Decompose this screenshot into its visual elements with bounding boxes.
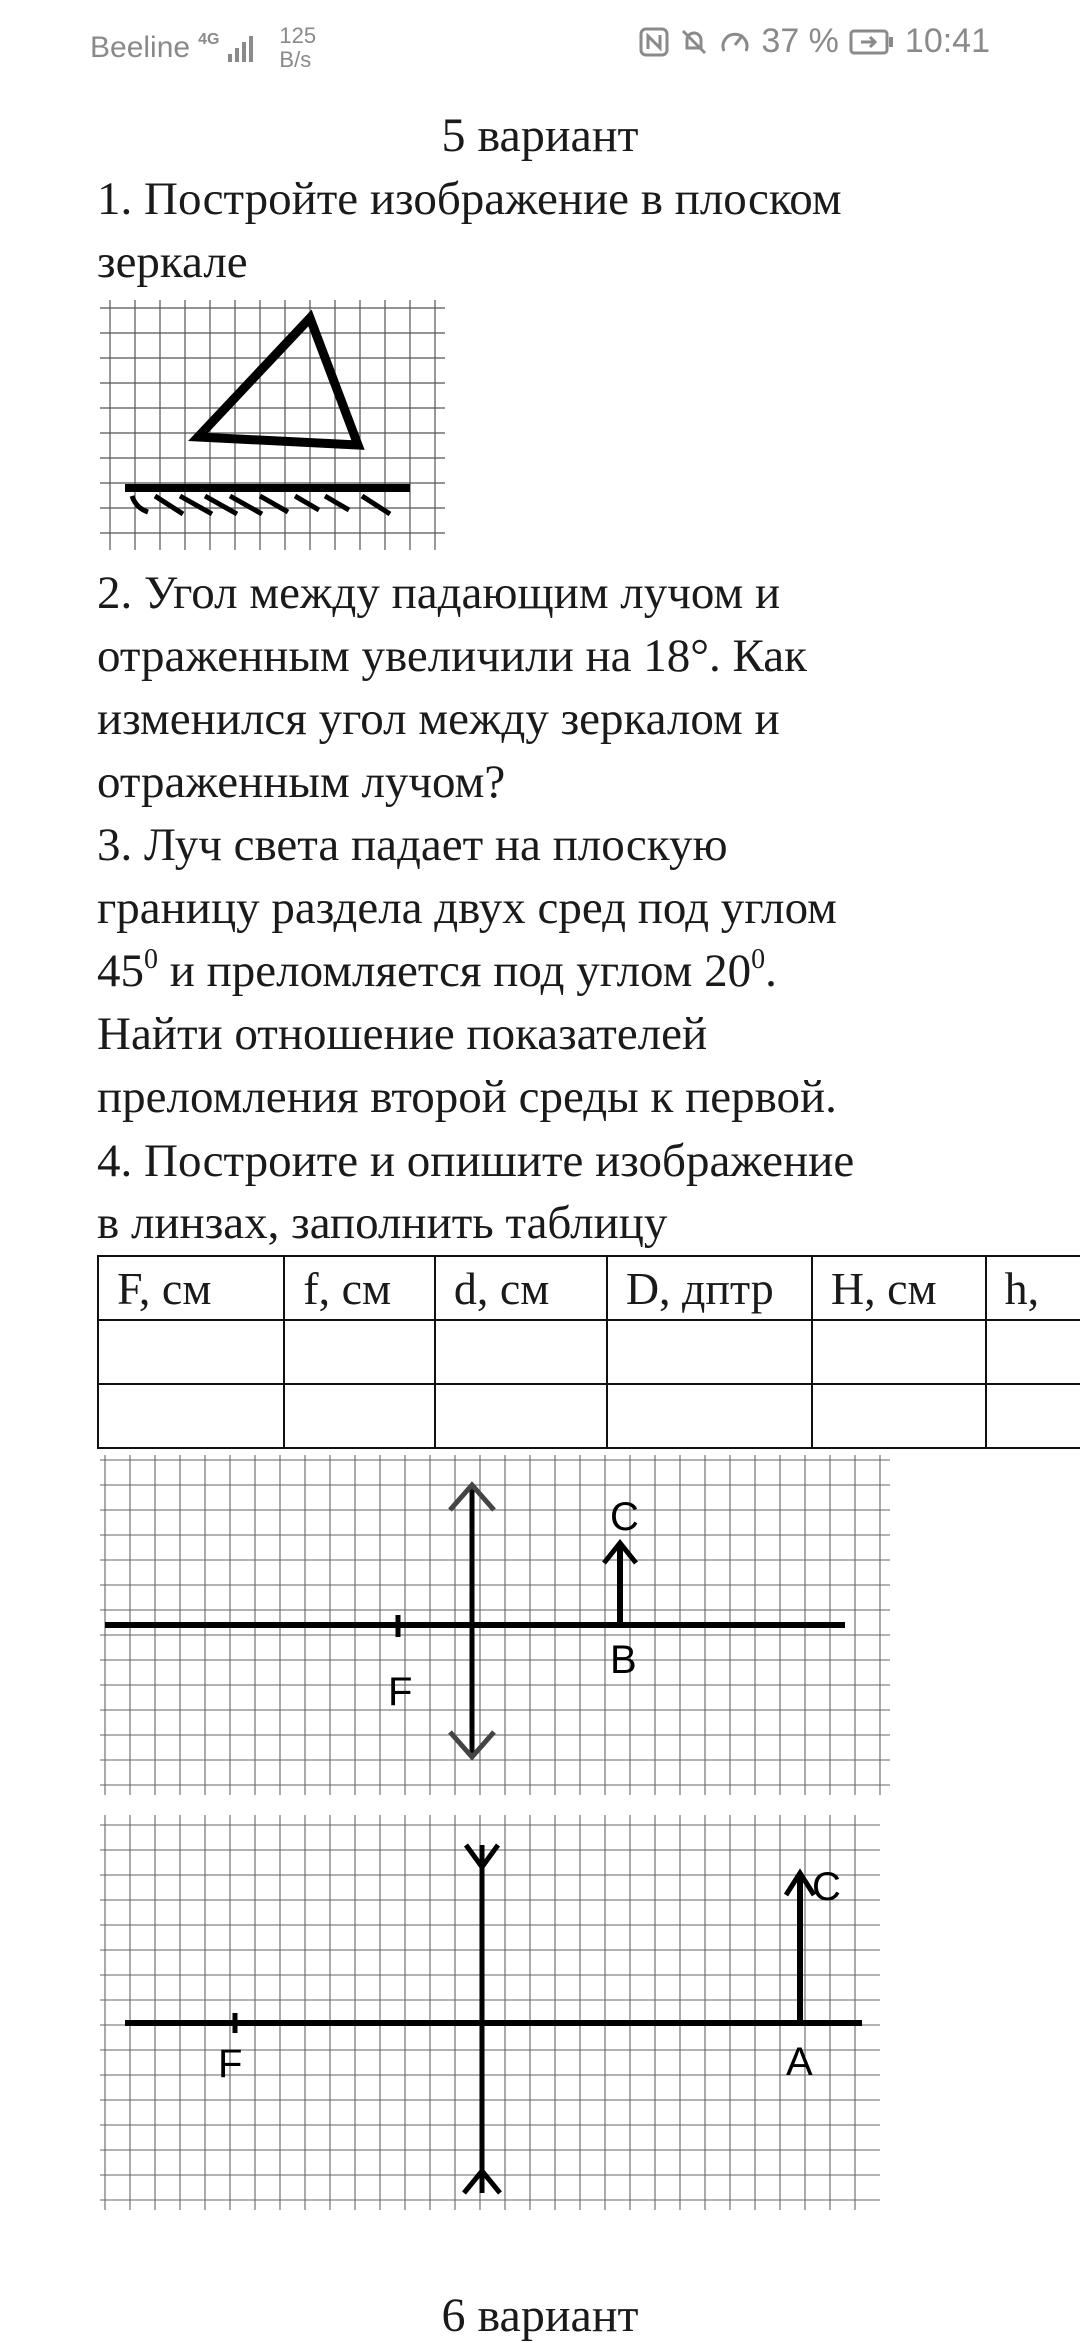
question-2-line-2: отраженным увеличили на 18°. Как xyxy=(97,630,807,682)
table-cell[interactable] xyxy=(812,1320,986,1384)
table-cell[interactable] xyxy=(284,1320,435,1384)
speedometer-icon xyxy=(719,27,751,57)
refraction-text: и преломляется под углом 20 xyxy=(158,945,752,997)
table-cell[interactable] xyxy=(284,1384,435,1448)
header-H: H, см xyxy=(812,1256,986,1320)
header-d: d, см xyxy=(435,1256,607,1320)
converging-lens-figure xyxy=(100,1455,890,1795)
mirror-grid xyxy=(100,300,445,550)
network-type: 4G xyxy=(198,31,220,48)
question-3-line-5: преломления второй среды к первой. xyxy=(97,1071,837,1123)
object-top-label: C xyxy=(610,1495,639,1539)
mirror-hatching xyxy=(132,496,390,514)
battery-charging-icon xyxy=(849,29,895,55)
table-cell[interactable] xyxy=(607,1384,812,1448)
header-h: h, xyxy=(986,1256,1080,1320)
question-1-line-1: 1. Постройте изображение в плоском xyxy=(97,173,842,225)
network-speed xyxy=(279,24,316,72)
triangle-object xyxy=(198,318,358,445)
table-cell[interactable] xyxy=(812,1384,986,1448)
question-4-line-2: в линзах, заполнить таблицу xyxy=(97,1197,668,1249)
mirror-figure xyxy=(100,300,445,550)
diverging-lens-figure xyxy=(100,1815,880,2210)
question-2-line-1: 2. Угол между падающим лучом и xyxy=(97,567,781,619)
speed-unit: B/s xyxy=(279,47,312,72)
table-cell[interactable] xyxy=(986,1320,1080,1384)
carrier-label: Beeline xyxy=(90,31,191,64)
question-3-line-1: 3. Луч света падает на плоскую xyxy=(97,819,728,871)
table-cell[interactable] xyxy=(607,1320,812,1384)
table-cell[interactable] xyxy=(435,1384,607,1448)
header-f: f, см xyxy=(284,1256,435,1320)
table-header-row xyxy=(98,1256,1080,1320)
lens-table xyxy=(97,1255,1080,1449)
clock-time: 10:41 xyxy=(904,22,990,60)
header-D: D, дптр xyxy=(607,1256,812,1320)
header-F: F, см xyxy=(98,1256,284,1320)
question-3-line-3 xyxy=(97,940,777,1009)
table-row xyxy=(98,1384,1080,1448)
table-cell[interactable] xyxy=(98,1320,284,1384)
question-3-line-2: границу раздела двух сред под углом xyxy=(97,882,837,934)
question-2-line-3: изменился угол между зеркалом и xyxy=(97,693,780,745)
table-cell[interactable] xyxy=(435,1320,607,1384)
signal-icon xyxy=(227,34,257,62)
speed-value: 125 xyxy=(279,23,317,48)
table-cell[interactable] xyxy=(986,1384,1080,1448)
question-2-line-4: отраженным лучом? xyxy=(97,756,506,808)
degree-sup-2: 0 xyxy=(751,944,766,975)
question-3-line-4: Найти отношение показателей xyxy=(97,1008,708,1060)
status-right xyxy=(639,22,990,61)
period: . xyxy=(765,945,777,997)
table-row xyxy=(98,1320,1080,1384)
next-variant-title: 6 вариант xyxy=(441,2289,639,2342)
battery-percent: 37 % xyxy=(761,22,839,60)
variant-title: 5 вариант xyxy=(441,109,639,162)
status-bar xyxy=(0,0,1080,80)
lens-grid-2 xyxy=(100,1815,880,2210)
focus-label: F xyxy=(388,1670,413,1714)
status-left xyxy=(90,24,316,72)
object-base-label-2: A xyxy=(786,2040,813,2084)
object-base-label: B xyxy=(610,1638,637,1682)
question-1-line-2: зеркале xyxy=(97,236,248,288)
mute-bell-icon xyxy=(679,27,709,57)
focus-label-2: F xyxy=(218,2042,243,2086)
object-top-label-2: C xyxy=(812,1865,841,1909)
question-4-line-1: 4. Построите и опишите изображение xyxy=(97,1135,855,1187)
table-cell[interactable] xyxy=(98,1384,284,1448)
degree-sup-1: 0 xyxy=(144,944,158,975)
angle-45: 45 xyxy=(97,945,144,997)
nfc-icon xyxy=(639,27,669,57)
